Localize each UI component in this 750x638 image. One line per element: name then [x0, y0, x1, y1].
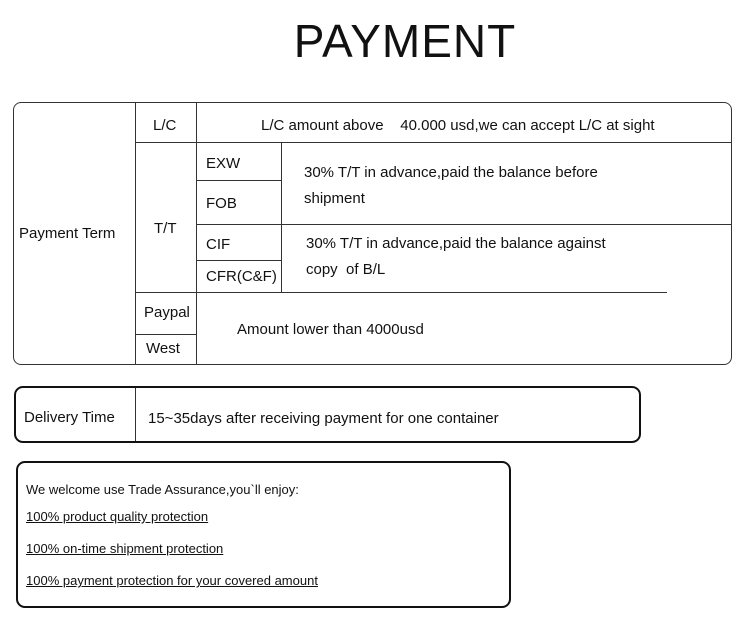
lc-label: L/C: [153, 117, 177, 134]
delivery-time-description: 15~35days after receiving payment for one container: [148, 410, 499, 427]
divider: [135, 334, 196, 335]
term-cfr: CFR(C&F): [206, 268, 277, 285]
divider: [196, 180, 281, 181]
assurance-item: 100% product quality protection: [26, 509, 209, 524]
cif-cfr-description-line2: copy of B/L: [306, 261, 386, 278]
divider: [196, 260, 281, 261]
method-west: West: [146, 340, 180, 357]
divider: [196, 224, 731, 225]
trade-assurance-heading: We welcome use Trade Assurance,you`ll enjoy:: [26, 482, 299, 497]
term-cif: CIF: [206, 236, 231, 253]
delivery-time-label: Delivery Time: [24, 409, 115, 426]
assurance-item: 100% payment protection for your covered amount: [26, 573, 318, 588]
paypal-west-description: Amount lower than 4000usd: [237, 321, 424, 338]
tt-label: T/T: [154, 220, 177, 237]
divider: [135, 388, 136, 441]
cif-cfr-description-line1: 30% T/T in advance,paid the balance against: [306, 235, 606, 252]
exw-fob-description-line2: shipment: [304, 190, 365, 207]
divider: [135, 292, 667, 293]
exw-fob-description-line1: 30% T/T in advance,paid the balance before: [304, 164, 598, 181]
term-fob: FOB: [206, 195, 237, 212]
method-paypal: Paypal: [144, 304, 190, 321]
term-exw: EXW: [206, 155, 241, 172]
payment-term-label: Payment Term: [19, 225, 116, 242]
page-title: PAYMENT: [293, 15, 517, 67]
lc-description: L/C amount above 40.000 usd,we can accept L/C at sight: [261, 117, 655, 134]
assurance-item: 100% on-time shipment protection: [26, 541, 224, 556]
divider: [135, 142, 731, 143]
divider: [281, 142, 282, 292]
